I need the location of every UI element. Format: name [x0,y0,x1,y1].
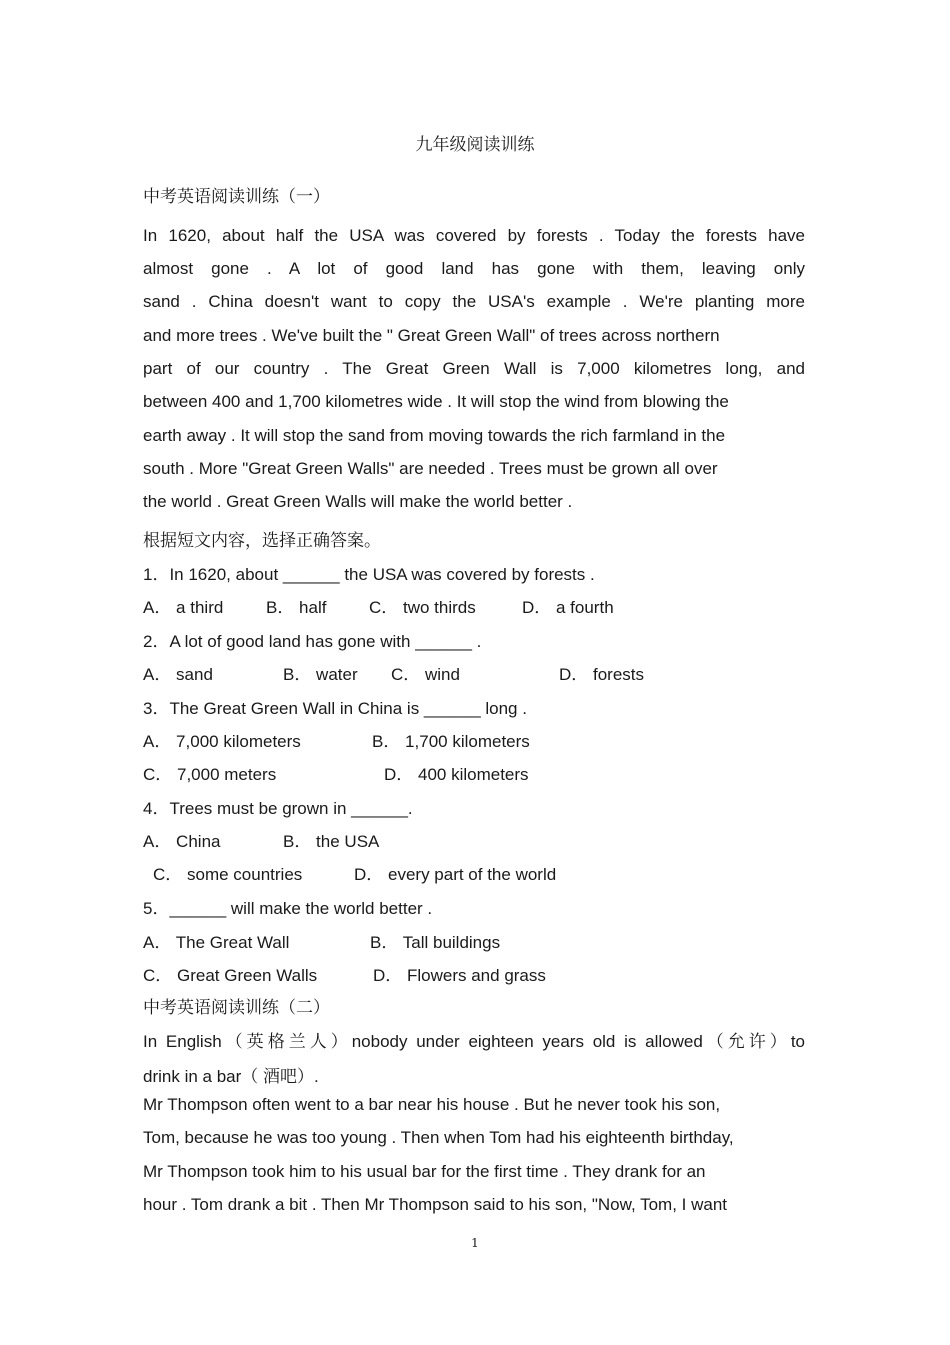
passage1-line: sand . China doesn't want to copy the USA's example . We're planting more [143,292,805,311]
passage1-line: part of our country . The Great Green Wall is 7,000 kilometres long, and [143,359,805,378]
q4-option-b: B． the USA [283,832,380,851]
passage1-line: and more trees . We've built the " Great Green Wall" of trees across northern [143,326,720,345]
q1-option-c: C． two thirds [369,598,476,617]
q1-option-d: D． a fourth [522,598,614,617]
q5-option-c: C． Great Green Walls [143,966,318,985]
page-number: 1 [471,1236,479,1250]
passage1-line: south . More "Great Green Walls" are needed . Trees must be grown all over [143,459,718,478]
q4-option-c: C． some countries [153,865,303,884]
document-title: 九年级阅读训练 [415,135,535,155]
q3-option-c: C． 7,000 meters [143,765,277,784]
passage1-line: between 400 and 1,700 kilometres wide . It will stop the wind from blowing the [143,392,729,411]
section1-heading: 中考英语阅读训练（一） [143,187,330,207]
passage2-line: In English（英格兰人）nobody under eighteen years old is allowed（允许）to [143,1032,805,1051]
q5-option-d: D． Flowers and grass [373,966,546,985]
q1-option-a: A． a third [143,598,224,617]
section2-heading: 中考英语阅读训练（二） [143,998,330,1018]
q5-option-b: B． Tall buildings [370,933,501,952]
question-5-stem: 5．______ will make the world better . [143,899,433,918]
question-2-stem: 2．A lot of good land has gone with ______ . [143,632,482,651]
question-4-stem: 4．Trees must be grown in ______. [143,799,413,818]
passage1-line: In 1620, about half the USA was covered by forests . Today the forests have [143,226,805,245]
q4-option-d: D． every part of the world [354,865,557,884]
passage1-line: the world . Great Green Walls will make the world better . [143,492,573,511]
instruction: 根据短文内容，选择正确答案。 [143,531,381,551]
question-1-stem: 1．In 1620, about ______ the USA was covered by forests . [143,565,595,584]
q4-option-a: A． China [143,832,221,851]
question-3-stem: 3．The Great Green Wall in China is ______ long . [143,699,527,718]
q2-option-d: D． forests [559,665,645,684]
q1-option-b: B． half [266,598,327,617]
q2-option-a: A． sand [143,665,213,684]
passage2-line: hour . Tom drank a bit . Then Mr Thompson said to his son, "Now, Tom, I want [143,1195,728,1214]
q3-option-b: B． 1,700 kilometers [372,732,530,751]
q3-option-a: A． 7,000 kilometers [143,732,301,751]
passage1-line: almost gone . A lot of good land has gone with them, leaving only [143,259,805,278]
passage2-line: Tom, because he was too young . Then when Tom had his eighteenth birthday, [143,1128,734,1147]
passage2-line: drink in a bar（ 酒吧）. [143,1067,319,1086]
passage2-line: Mr Thompson often went to a bar near his house . But he never took his son, [143,1095,721,1114]
q2-option-c: C． wind [391,665,460,684]
q5-option-a: A． The Great Wall [143,933,290,952]
passage1-line: earth away . It will stop the sand from moving towards the rich farmland in the [143,426,726,445]
q2-option-b: B． water [283,665,358,684]
q3-option-d: D． 400 kilometers [384,765,529,784]
passage2-line: Mr Thompson took him to his usual bar for the first time . They drank for an [143,1162,706,1181]
